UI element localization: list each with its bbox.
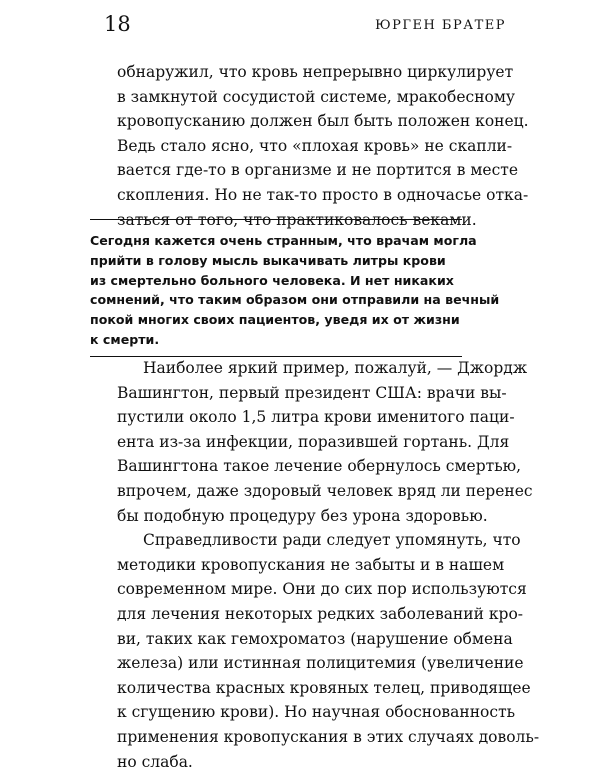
pull-quote — [90, 219, 462, 357]
text-line: методики кровопускания не забыты и в нашем — [117, 553, 517, 578]
running-head: ЮРГЕН БРАТЕР — [375, 18, 506, 33]
text-line: Вашингтон, первый президент США: врачи вы- — [117, 381, 517, 406]
text-line: кровопусканию должен был быть положен конец. — [117, 109, 517, 134]
text-line: ента из-за инфекции, поразившей гортань. Для — [117, 430, 517, 455]
paragraph-1 — [117, 60, 517, 232]
text-line: количества красных кровяных телец, приводящее — [117, 676, 517, 701]
quote-line: из смертельно больного человека. И нет никаких — [90, 271, 462, 291]
text-line: скопления. Но не так-то просто в одночасье отка- — [117, 183, 517, 208]
text-line: но слаба. — [117, 750, 517, 774]
text-line: вается где-то в организме и не портится в месте — [117, 158, 517, 183]
text-line: бы подобную процедуру без урона здоровью. — [117, 504, 517, 529]
text-line: впрочем, даже здоровый человек вряд ли перенес — [117, 479, 517, 504]
text-line: к сгущению крови). Но научная обоснованность — [117, 700, 517, 725]
quote-line: покой многих своих пациентов, уведя их от жизни — [90, 310, 462, 330]
text-line: Ведь стало ясно, что «плохая кровь» не скапли- — [117, 134, 517, 159]
text-line: заться от того, что практиковалось веками. — [117, 208, 517, 233]
text-line: ви, таких как гемохроматоз (нарушение обмена — [117, 627, 517, 652]
text-line: обнаружил, что кровь непрерывно циркулирует — [117, 60, 517, 85]
text-line: применения кровопускания в этих случаях доволь- — [117, 725, 517, 750]
paragraph-2 — [117, 356, 517, 774]
text-line: современном мире. Они до сих пор используются — [117, 577, 517, 602]
text-line: Вашингтона такое лечение обернулось смертью, — [117, 454, 517, 479]
quote-line: сомнений, что таким образом они отправили на вечный — [90, 290, 462, 310]
text-line: в замкнутой сосудистой системе, мракобесному — [117, 85, 517, 110]
quote-line: Сегодня кажется очень странным, что врачам могла — [90, 231, 462, 251]
page-number: 18 — [104, 12, 131, 36]
quote-line: прийти в голову мысль выкачивать литры крови — [90, 251, 462, 271]
text-line: пустили около 1,5 литра крови именитого паци- — [117, 405, 517, 430]
text-line: Наиболее яркий пример, пожалуй, — Джордж — [117, 356, 517, 381]
text-line: Справедливости ради следует упомянуть, что — [117, 528, 517, 553]
text-line: железа) или истинная полицитемия (увеличение — [117, 651, 517, 676]
text-line: для лечения некоторых редких заболеваний кро- — [117, 602, 517, 627]
quote-line: к смерти. — [90, 330, 462, 350]
